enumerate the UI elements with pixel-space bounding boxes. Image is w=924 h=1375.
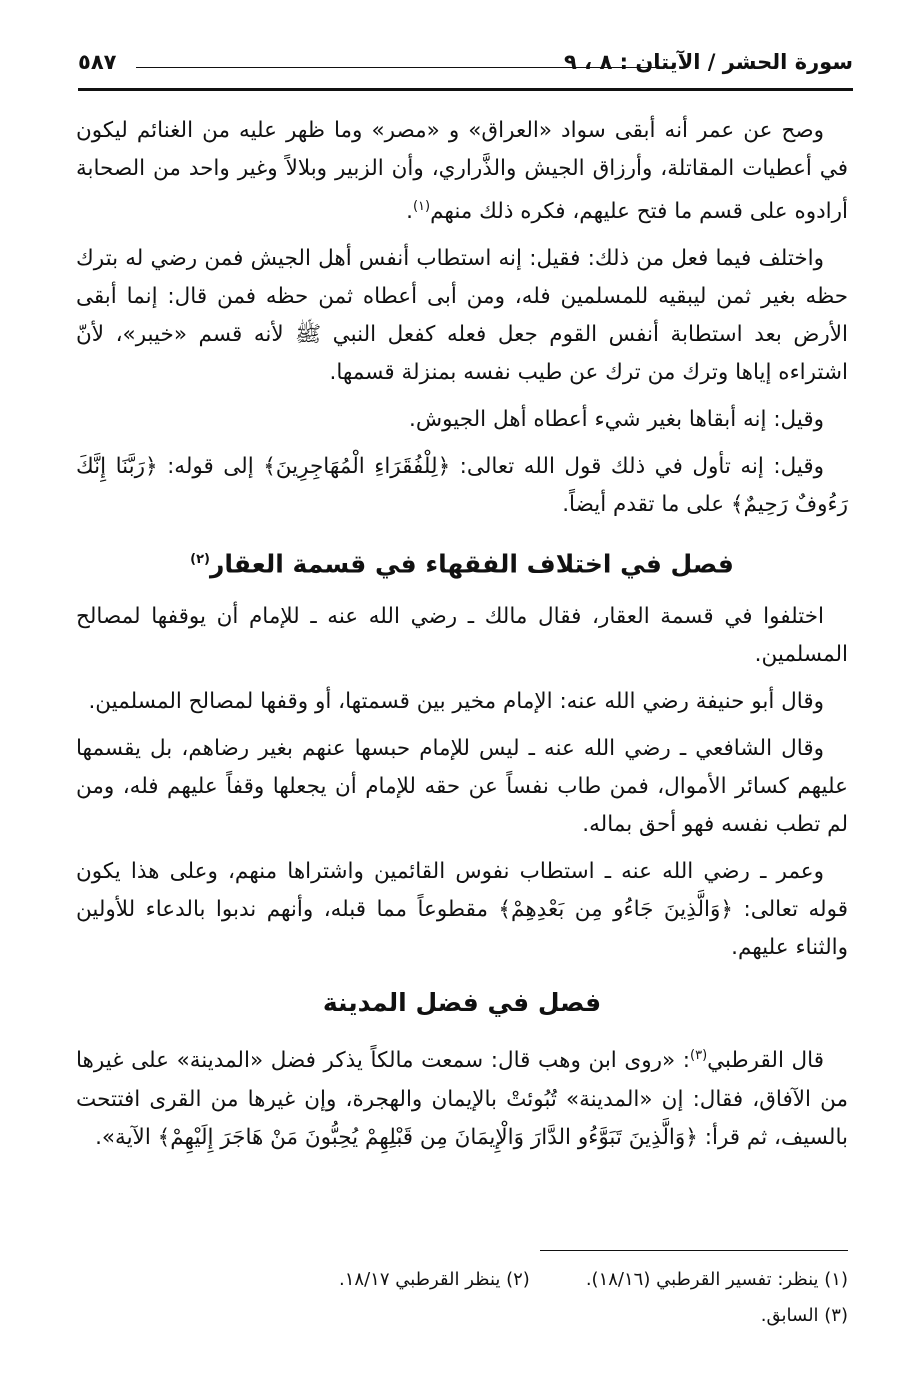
running-header (78, 50, 853, 94)
footnote-separator (540, 1250, 848, 1251)
header-dash (136, 67, 663, 68)
page-number: ٥٨٧ (78, 50, 117, 74)
footnote-2: (٢) ينظر القرطبي ١٨/١٧. (339, 1269, 530, 1290)
quran-verse: ﴿رَبَّنَا إِنَّكَ رَءُوفٌ رَحِيمٌ﴾ (76, 454, 848, 518)
footnote-ref: (١) (412, 199, 431, 214)
main-text (76, 112, 848, 1166)
paragraph-text: : «روى ابن وهب قال: سمعت مالكاً يذكر فضل «المدينة» على غيرها من الآفاق، فقال: إن «المدينة» تُبُوئتْ بالإيمان والهجرة، وإن غيرها من القرى افتتحت بالسيف، ثم قرأ: (76, 1048, 848, 1150)
paragraph (76, 448, 848, 524)
paragraph: واختلف فيما فعل من ذلك: فقيل: إنه استطاب أنفس أهل الجيش فمن رضي له بترك حظه بغير ثمن ليبقيه للمسلمين فله، ومن أبى أعطاه ثمن حظه فمن قال: إنما أبقى الأرض بعد استطابة أنفس القوم جعل فعله كفعل النبي ﷺ لأنه قسم «خيبر»، لأنّ اشتراءه إياها وترك من ترك عن طيب نفسه بمنزلة قسمها. (76, 246, 848, 386)
paragraph: وقال الشافعي ـ رضي الله عنه ـ ليس للإمام حبسها عنهم بغير رضاهم، بل يقسمها عليهم كسائر الأموال، فمن طاب نفساً عن حقه للإمام أن يجعلها وقفاً عليهم فله، ومن لم تطب نفسه فهو أحق بماله. (76, 736, 848, 838)
paragraph-text: وصح عن عمر أنه أبقى سواد «العراق» و «مصر» وما ظهر عليه من الغنائم ليكون في أعطيات المقاتلة، وأرزاق الجيش والذَّراري، وأن الزبير وبلالاً وغير واحد من الصحابة أرادوه على قسم ما فتح عليهم، فكره ذلك منهم (76, 118, 848, 225)
footnote-row (76, 1262, 848, 1298)
quran-verse: ﴿وَالَّذِينَ جَاءُو مِن بَعْدِهِمْ﴾ (498, 897, 734, 923)
paragraph-text: الآية». (95, 1124, 158, 1150)
footnote-row (76, 1298, 848, 1334)
section-heading: فصل في فضل المدينة (322, 988, 602, 1018)
section-heading (76, 538, 848, 586)
footnote-ref: (٣) (690, 1048, 708, 1064)
paragraph-text: وعمر ـ رضي الله عنه ـ استطاب نفوس القائمين واشتراها منهم، وعلى هذا يكون قوله تعالى: (76, 859, 848, 923)
paragraph-text: إلى قوله: (157, 454, 264, 480)
surah-title: سورة الحشر / الآيتان : ٨ ، ٩ (564, 50, 853, 74)
heading-text: فصل في اختلاف الفقهاء في قسمة العقار (209, 549, 734, 579)
paragraph: اختلفوا في قسمة العقار، فقال مالك ـ رضي الله عنه ـ للإمام أن يوقفها لمصالح المسلمين. (76, 604, 848, 668)
paragraph-text: على ما تقدم أيضاً. (562, 492, 731, 518)
footnote-1: (١) ينظر: تفسير القرطبي (١٨/١٦). (585, 1269, 848, 1290)
paragraph-text: مقطوعاً مما قبله، وأنهم ندبوا بالدعاء للأولين والثناء عليهم. (76, 897, 848, 961)
footnote-3: (٣) السابق. (760, 1305, 848, 1326)
paragraph: وقيل: إنه أبقاها بغير شيء أعطاه أهل الجيوش. (409, 407, 824, 433)
paragraph: وصح عن عمر أنه أبقى سواد «العراق» و «مصر» وما ظهر عليه من الغنائم ليكون في أعطيات المقاتلة، وأرزاق الجيش والذَّراري، وأن الزبير وبلالاً وغير واحد من الصحابة أرادوه على قسم ما فتح عليهم، فكره ذلك منهم$^{(١)}$. (76, 118, 848, 225)
footnote-ref: (٢) (190, 552, 210, 568)
paragraph (76, 853, 848, 967)
quran-verse: ﴿لِلْفُقَرَاءِ الْمُهَاجِرِينَ﴾ (263, 454, 451, 480)
paragraph-text: وقيل: إنه تأول في ذلك قول الله تعالى: (450, 454, 825, 480)
header-rule (78, 88, 853, 91)
paragraph: وقال أبو حنيفة رضي الله عنه: الإمام مخير بين قسمتها، أو وقفها لمصالح المسلمين. (88, 689, 824, 715)
quran-verse: ﴿وَالَّذِينَ تَبَوَّءُو الدَّارَ وَالْإِيمَانَ مِن قَبْلِهِمْ يُحِبُّونَ مَنْ هَاجَرَ إِلَيْهِمْ﴾ (157, 1124, 698, 1150)
footnotes (76, 1262, 848, 1334)
paragraph-text: قال القرطبي (707, 1048, 824, 1074)
paragraph (76, 1037, 848, 1156)
